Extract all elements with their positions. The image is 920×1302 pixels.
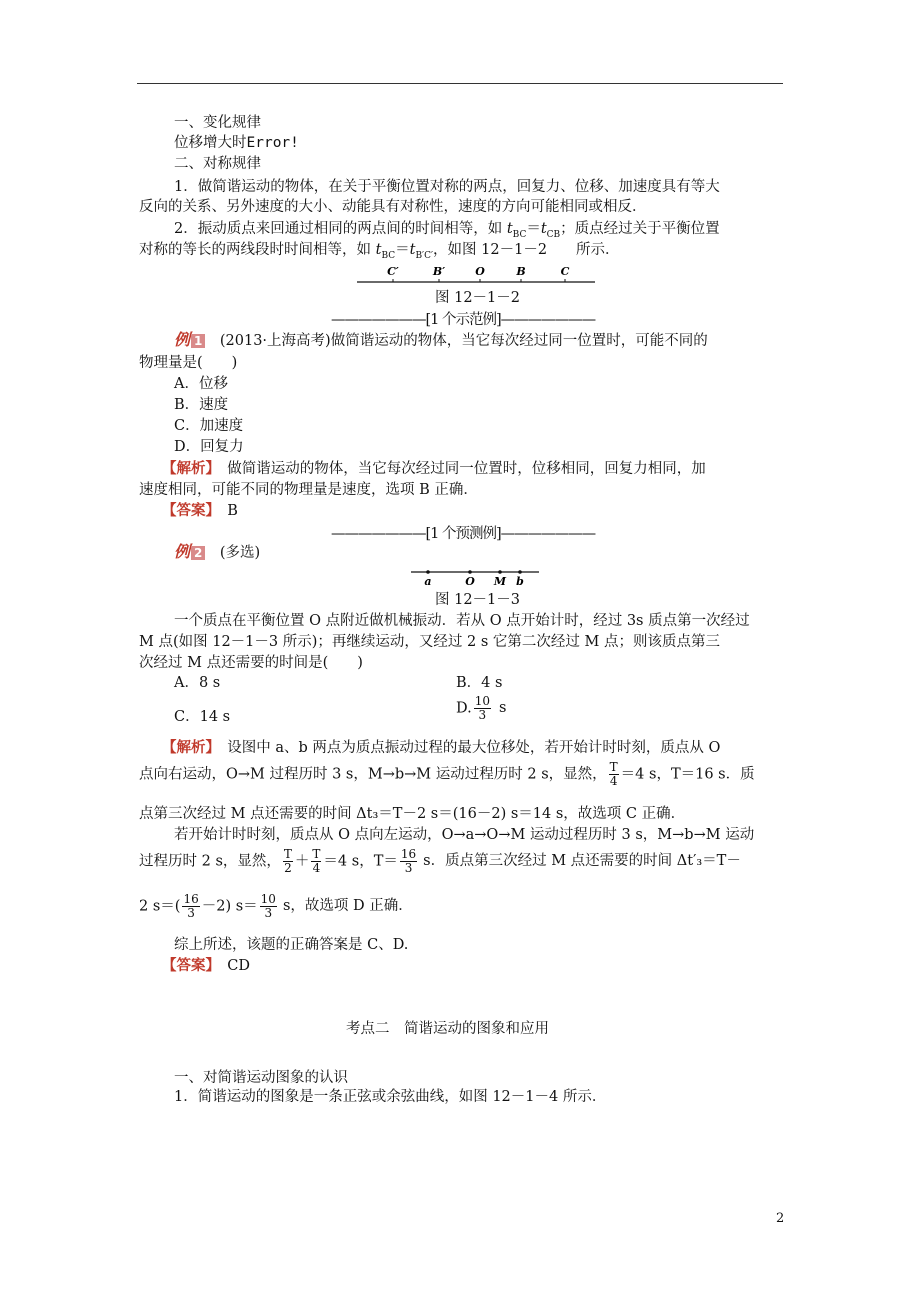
example-2-stem-c: 次经过 M 点还需要的时间是( ) xyxy=(139,655,363,671)
example-1-answer: 【答案】 B xyxy=(162,503,238,519)
symmetry-para-1b: 反向的关系、另外速度的大小、动能具有对称性，速度的方向可能相同或相反． xyxy=(139,199,647,215)
fig2-caption: 图 12－1－3 xyxy=(435,592,521,608)
heading-symmetry-law: 二、对称规律 xyxy=(174,156,261,172)
fig1-label-o: O xyxy=(475,265,485,278)
example-2-analysis-1: 【解析】 设图中 a、b 两点为质点振动过程的最大位移处，若开始计时时刻，质点从 O xyxy=(162,740,721,756)
symmetry-para-2a: 2．振动质点来回通过相同的两点间的时间相等，如 $t_{BC}=t_{CB}$；质点经过关于平衡位置 xyxy=(174,221,720,240)
fig1-label-b: B xyxy=(516,265,526,278)
example-2-analysis-6: 2 s＝( $\frac{16}{3}$ －2) s＝ $\frac{10}{3}$ s，故选项 D 正确． xyxy=(139,892,413,921)
example-2-stem-a: 一个质点在平衡位置 O 点附近做机械振动．若从 O 点开始计时，经过 3s 质点第一次经过 xyxy=(174,613,750,629)
figure-12-1-2 xyxy=(355,262,601,288)
symmetry-para-2b: 对称的等长的两线段时时间相等，如 $t_{BC}=t_{B'C'}$，如图 12－1－2 所示． xyxy=(139,242,620,261)
section-2-para-1: 1．简谐运动的图象是一条正弦或余弦曲线，如图 12－1－4 所示． xyxy=(174,1089,607,1105)
example-2-conclusion: 综上所述，该题的正确答案是 C、D. xyxy=(174,937,409,953)
displacement-line: 位移增大时Error! xyxy=(174,135,299,151)
fig2-label-o: O xyxy=(465,575,475,588)
fig2-point-o xyxy=(468,570,472,574)
fig1-label-c: C xyxy=(560,265,570,278)
fig1-caption: 图 12－1－2 xyxy=(435,290,521,306)
figure-12-1-3 xyxy=(408,566,542,590)
answer-tag: 【答案】 xyxy=(162,503,213,519)
example-1-badge: 例 1 xyxy=(174,332,205,349)
example-2-analysis-3: 点第三次经过 M 点还需要的时间 Δt₃＝T－2 s＝(16－2) s＝14 s，故选项 C 正确． xyxy=(139,806,686,822)
fig2-point-a xyxy=(426,570,430,574)
analysis-tag: 【解析】 xyxy=(162,461,213,477)
fig1-label-c-prime: C′ xyxy=(387,265,399,278)
fig2-label-m: M xyxy=(493,575,507,588)
example-1-option-c: C．加速度 xyxy=(174,418,244,434)
example-1-analysis-b: 速度相同，可能不同的物理量是速度，选项 B 正确． xyxy=(139,482,478,498)
example-2-option-a: A．8 s xyxy=(174,675,221,691)
example-2-stem-b: M 点(如图 12－1－3 所示)；再继续运动，又经过 2 s 它第二次经过 M 点；则该质点第三 xyxy=(139,634,720,650)
example-2-analysis-2: 点向右运动，O→M 过程历时 3 s，M→b→M 运动过程历时 2 s，显然， $\frac{T}{4}$ ＝4 s，T＝16 s．质 xyxy=(139,760,755,789)
header-rule xyxy=(137,83,783,84)
example-1-option-d: D．回复力 xyxy=(174,439,244,455)
example-2-answer: 【答案】 CD xyxy=(162,958,250,974)
fig2-point-b xyxy=(518,570,522,574)
page-number: 2 xyxy=(776,1211,785,1226)
divider-prediction-example: ———————[1 个预测例]——————— xyxy=(331,526,596,542)
example-1-option-a: A．位移 xyxy=(174,376,228,392)
example-2-option-b: B．4 s xyxy=(456,675,503,691)
example-2-analysis-5: 过程历时 2 s，显然， $\frac{T}{2}$ ＋ $\frac{T}{4}$ ＝4 s，T＝ $\frac{16}{3}$ s．质点第三次经过 M 点还需要的时间 Δt′₃＝T－ xyxy=(139,847,741,876)
divider-demo-example: ———————[1 个示范例]——————— xyxy=(331,312,596,328)
example-1-stem-b: 物理量是( ) xyxy=(139,355,238,371)
symmetry-para-1a: 1．做简谐运动的物体，在关于平衡位置对称的两点，回复力、位移、加速度具有等大 xyxy=(174,179,720,195)
example-1-analysis-a: 【解析】 做简谐运动的物体，当它每次经过同一位置时，位移相同，回复力相同，加 xyxy=(162,461,706,477)
section-2-heading: 一、对简谐运动图象的认识 xyxy=(174,1070,348,1086)
fig2-point-m xyxy=(498,570,502,574)
section-2-title: 考点二 简谐运动的图象和应用 xyxy=(346,1021,549,1037)
example-2-badge: 例 2 xyxy=(174,544,205,561)
example-2-analysis-4: 若开始计时时刻，质点从 O 点向左运动，O→a→O→M 运动过程历时 3 s，M→b→M 运动 xyxy=(174,827,755,843)
example-1-stem-a: 例 1 (2013·上海高考)做简谐运动的物体，当它每次经过同一位置时，可能不同的 xyxy=(174,330,708,349)
fig2-label-a: a xyxy=(424,575,432,588)
heading-change-law: 一、变化规律 xyxy=(174,115,261,131)
example-2-option-d: D. $\frac{10}{3}$ s xyxy=(456,694,507,723)
example-1-option-b: B．速度 xyxy=(174,397,229,413)
example-2-option-c: C．14 s xyxy=(174,709,231,725)
fig2-label-b: b xyxy=(516,575,524,588)
fig1-label-b-prime: B′ xyxy=(432,265,446,278)
example-2-head: 例 2 (多选) xyxy=(174,542,261,561)
